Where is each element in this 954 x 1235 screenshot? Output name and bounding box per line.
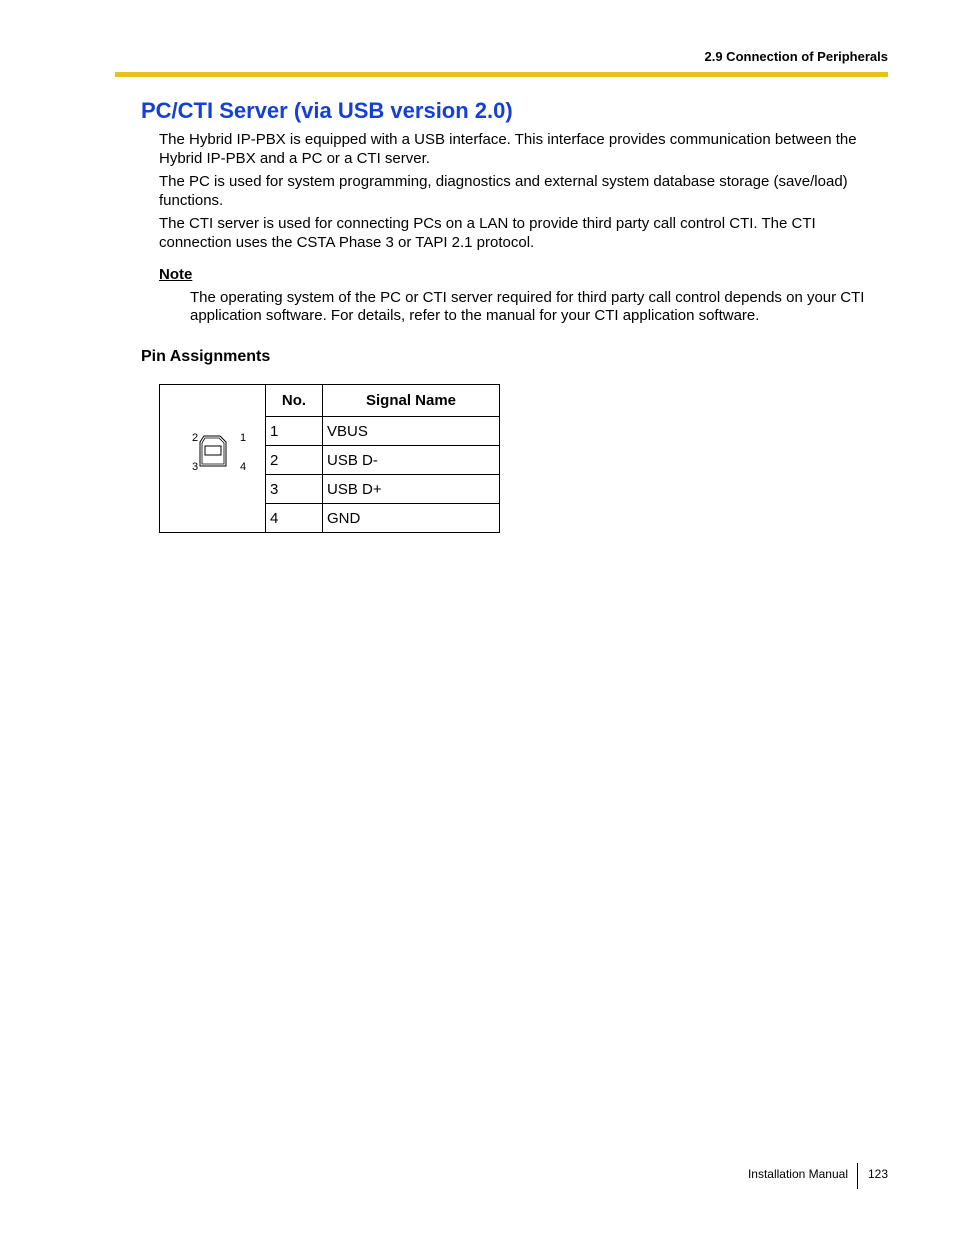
note-text: The operating system of the PC or CTI server required for third party call control depends on your CTI application software. For details, refer to the manual for your CTI application software. xyxy=(190,289,865,324)
page-number: 123 xyxy=(868,1167,889,1181)
paragraph-cti-usage: The CTI server is used for connecting PCs on a LAN to provide third party call control CTI. The CTI connection uses the CSTA Phase 3 or TAPI 2.1 protocol. xyxy=(159,215,816,251)
column-header-signal-name: Signal Name xyxy=(323,385,500,417)
pin-label-2: 2 xyxy=(192,432,199,444)
pin-number: 3 xyxy=(266,475,323,504)
pin-assignment-table xyxy=(159,384,500,533)
signal-name: USB D- xyxy=(323,446,500,475)
pin-label-4: 4 xyxy=(240,461,247,473)
usb-connector-diagram xyxy=(160,385,266,533)
note-label: Note xyxy=(159,266,193,283)
signal-name: USB D+ xyxy=(323,475,500,504)
page-title: PC/CTI Server (via USB version 2.0) xyxy=(141,98,513,123)
footer-manual-label: Installation Manual xyxy=(747,1167,848,1181)
pin-number: 4 xyxy=(266,504,323,533)
signal-name: GND xyxy=(323,504,500,533)
footer-separator xyxy=(857,1163,858,1189)
header-rule xyxy=(115,72,888,77)
paragraph-usb-interface: The Hybrid IP-PBX is equipped with a USB interface. This interface provides communication between the Hybrid IP-PBX and a PC or a CTI server. xyxy=(159,131,857,167)
pin-number: 2 xyxy=(266,446,323,475)
pin-number: 1 xyxy=(266,417,323,446)
table-header-row xyxy=(160,385,500,417)
pin-label-1: 1 xyxy=(240,432,247,444)
pin-assignments-heading: Pin Assignments xyxy=(141,348,271,365)
pin-label-3: 3 xyxy=(192,461,199,473)
usb-type-b-icon xyxy=(190,430,236,472)
column-header-no: No. xyxy=(266,385,323,417)
paragraph-pc-usage: The PC is used for system programming, diagnostics and external system database storage (save/load) functions. xyxy=(159,173,848,209)
signal-name: VBUS xyxy=(323,417,500,446)
running-header: 2.9 Connection of Peripherals xyxy=(704,49,888,64)
